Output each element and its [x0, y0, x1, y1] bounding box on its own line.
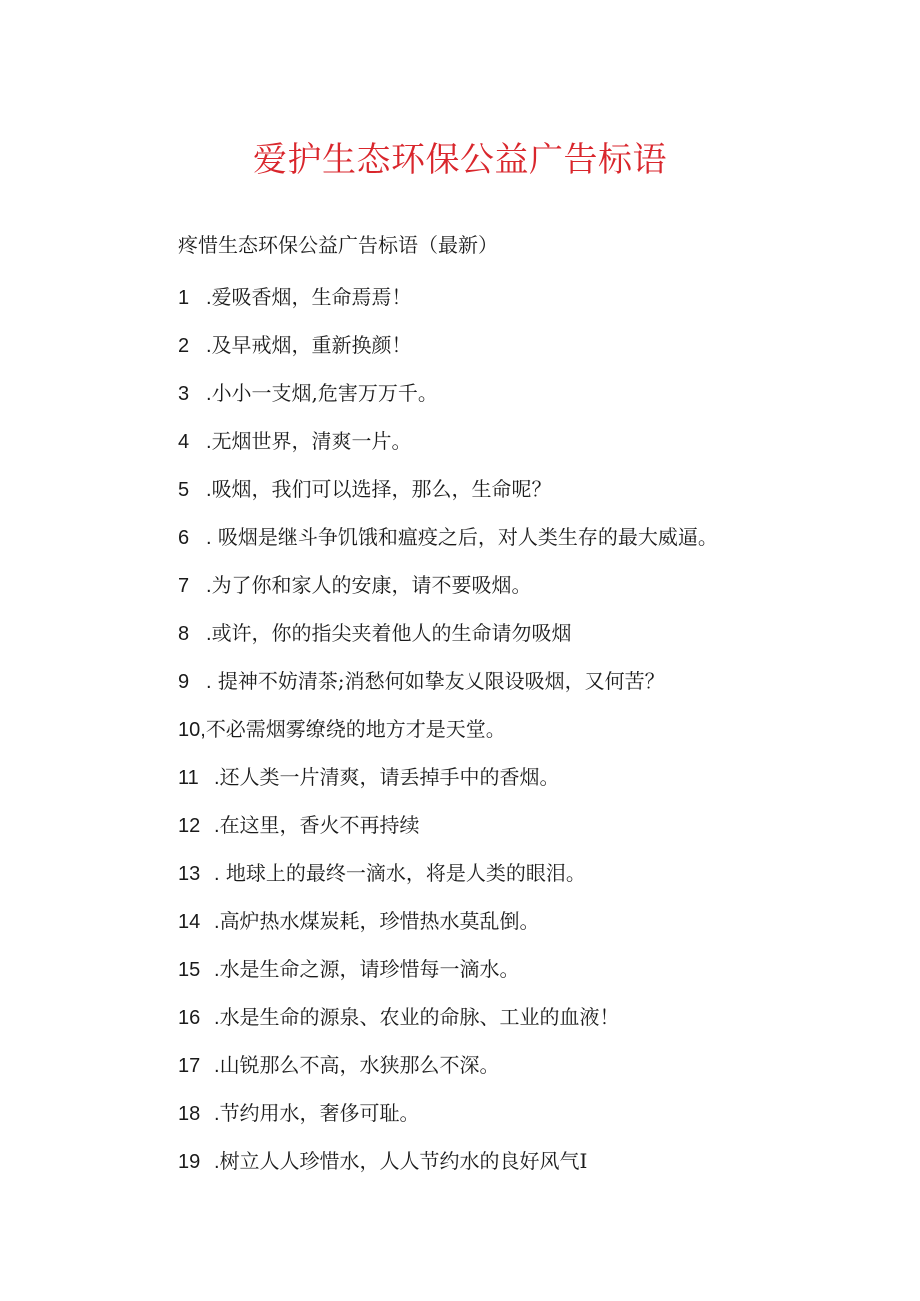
list-item: [178, 853, 898, 901]
list-item: [178, 661, 898, 709]
list-item-text: 及早戒烟，重新换颜！: [211, 333, 412, 357]
list-item: [178, 613, 898, 661]
list-item-text: 节约用水，奢侈可耻。: [219, 1101, 420, 1125]
list-item-text: 地球上的最终一滴水，将是人类的眼泪。: [219, 861, 586, 885]
list-item-separator: .: [214, 959, 220, 981]
list-item-text: 提神不妨清茶;消愁何如挚友乂限设吸烟，又何苦？: [211, 669, 665, 693]
list-item-separator: .: [206, 431, 212, 453]
list-item: [178, 997, 898, 1045]
slogan-list: [178, 277, 898, 1189]
list-item-text: 无烟世界，清爽一片。: [211, 429, 412, 453]
list-item-number: 1: [178, 287, 190, 309]
list-item-number: 3: [178, 383, 190, 405]
list-item-number: 14: [178, 911, 201, 933]
list-item-text: 爱吸香烟，生命焉焉！: [211, 285, 412, 309]
list-item-number: 7: [178, 575, 190, 597]
list-item-number: 10: [178, 719, 201, 741]
list-item-text: 高炉热水煤炭耗，珍惜热水莫乱倒。: [219, 909, 540, 933]
list-item: [178, 901, 898, 949]
list-item: [178, 373, 898, 421]
list-item: [178, 1093, 898, 1141]
list-item: [178, 517, 898, 565]
list-item-text: 小小一支烟,危害万万千。: [211, 381, 438, 405]
list-item-number: 13: [178, 863, 201, 885]
list-item-number: 5: [178, 479, 190, 501]
list-item-separator: .: [206, 671, 212, 693]
list-item: [178, 805, 898, 853]
list-item-number: 6: [178, 527, 190, 549]
list-item-separator: .: [214, 1007, 220, 1029]
list-item-text: 或许，你的指尖夹着他人的生命请勿吸烟: [211, 621, 572, 645]
list-item: [178, 1141, 898, 1189]
list-item-separator: .: [206, 335, 212, 357]
list-item-number: 16: [178, 1007, 201, 1029]
list-item-text: 为了你和家人的安康，请不要吸烟。: [211, 573, 532, 597]
list-item-number: 2: [178, 335, 190, 357]
list-item-number: 11: [178, 767, 199, 789]
list-item-separator: .: [214, 863, 220, 885]
list-item: [178, 565, 898, 613]
list-item-separator: ,: [200, 719, 206, 741]
list-item-number: 18: [178, 1103, 201, 1125]
list-item-number: 9: [178, 671, 190, 693]
subtitle: 疼惜生态环保公益广告标语（最新）: [178, 233, 498, 257]
list-item-text: 吸烟是继斗争饥饿和瘟疫之后，对人类生存的最大威逼。: [211, 525, 718, 549]
list-item: [178, 469, 898, 517]
list-item-text: 水是生命之源，请珍惜每一滴水。: [219, 957, 520, 981]
list-item-separator: .: [206, 527, 212, 549]
list-item-number: 17: [178, 1055, 201, 1077]
list-item-separator: .: [214, 815, 220, 837]
list-item: [178, 421, 898, 469]
list-item: [178, 325, 898, 373]
list-item-separator: .: [206, 479, 212, 501]
list-item-number: 8: [178, 623, 190, 645]
list-item-number: 4: [178, 431, 190, 453]
list-item-separator: .: [206, 575, 212, 597]
list-item: [178, 757, 898, 805]
list-item-number: 15: [178, 959, 201, 981]
list-item-separator: .: [214, 1055, 220, 1077]
list-item: [178, 1045, 898, 1093]
list-item-separator: .: [214, 1151, 220, 1173]
list-item-separator: .: [214, 911, 220, 933]
list-item-text: 在这里，香火不再持续: [219, 813, 420, 837]
list-item-number: 19: [178, 1151, 201, 1173]
page-title: 爱护生态环保公益广告标语: [253, 140, 667, 180]
list-item-separator: .: [214, 767, 220, 789]
list-item-separator: .: [206, 287, 212, 309]
list-item: [178, 277, 898, 325]
list-item-text: 吸烟，我们可以选择，那么，生命呢？: [211, 477, 552, 501]
list-item-text: 树立人人珍惜水，人人节约水的良好风气I: [219, 1149, 588, 1173]
list-item-number: 12: [178, 815, 201, 837]
list-item-text: 山锐那么不高，水狭那么不深。: [219, 1053, 500, 1077]
list-item-separator: .: [206, 383, 212, 405]
list-item-text: 水是生命的源泉、农业的命脉、工业的血液！: [219, 1005, 620, 1029]
list-item-text: 还人类一片清爽，请丢掉手中的香烟。: [219, 765, 560, 789]
list-item: [178, 709, 898, 757]
list-item: [178, 949, 898, 997]
list-item-separator: .: [206, 623, 212, 645]
list-item-text: 不必需烟雾缭绕的地方才是天堂。: [205, 717, 506, 741]
list-item-separator: .: [214, 1103, 220, 1125]
